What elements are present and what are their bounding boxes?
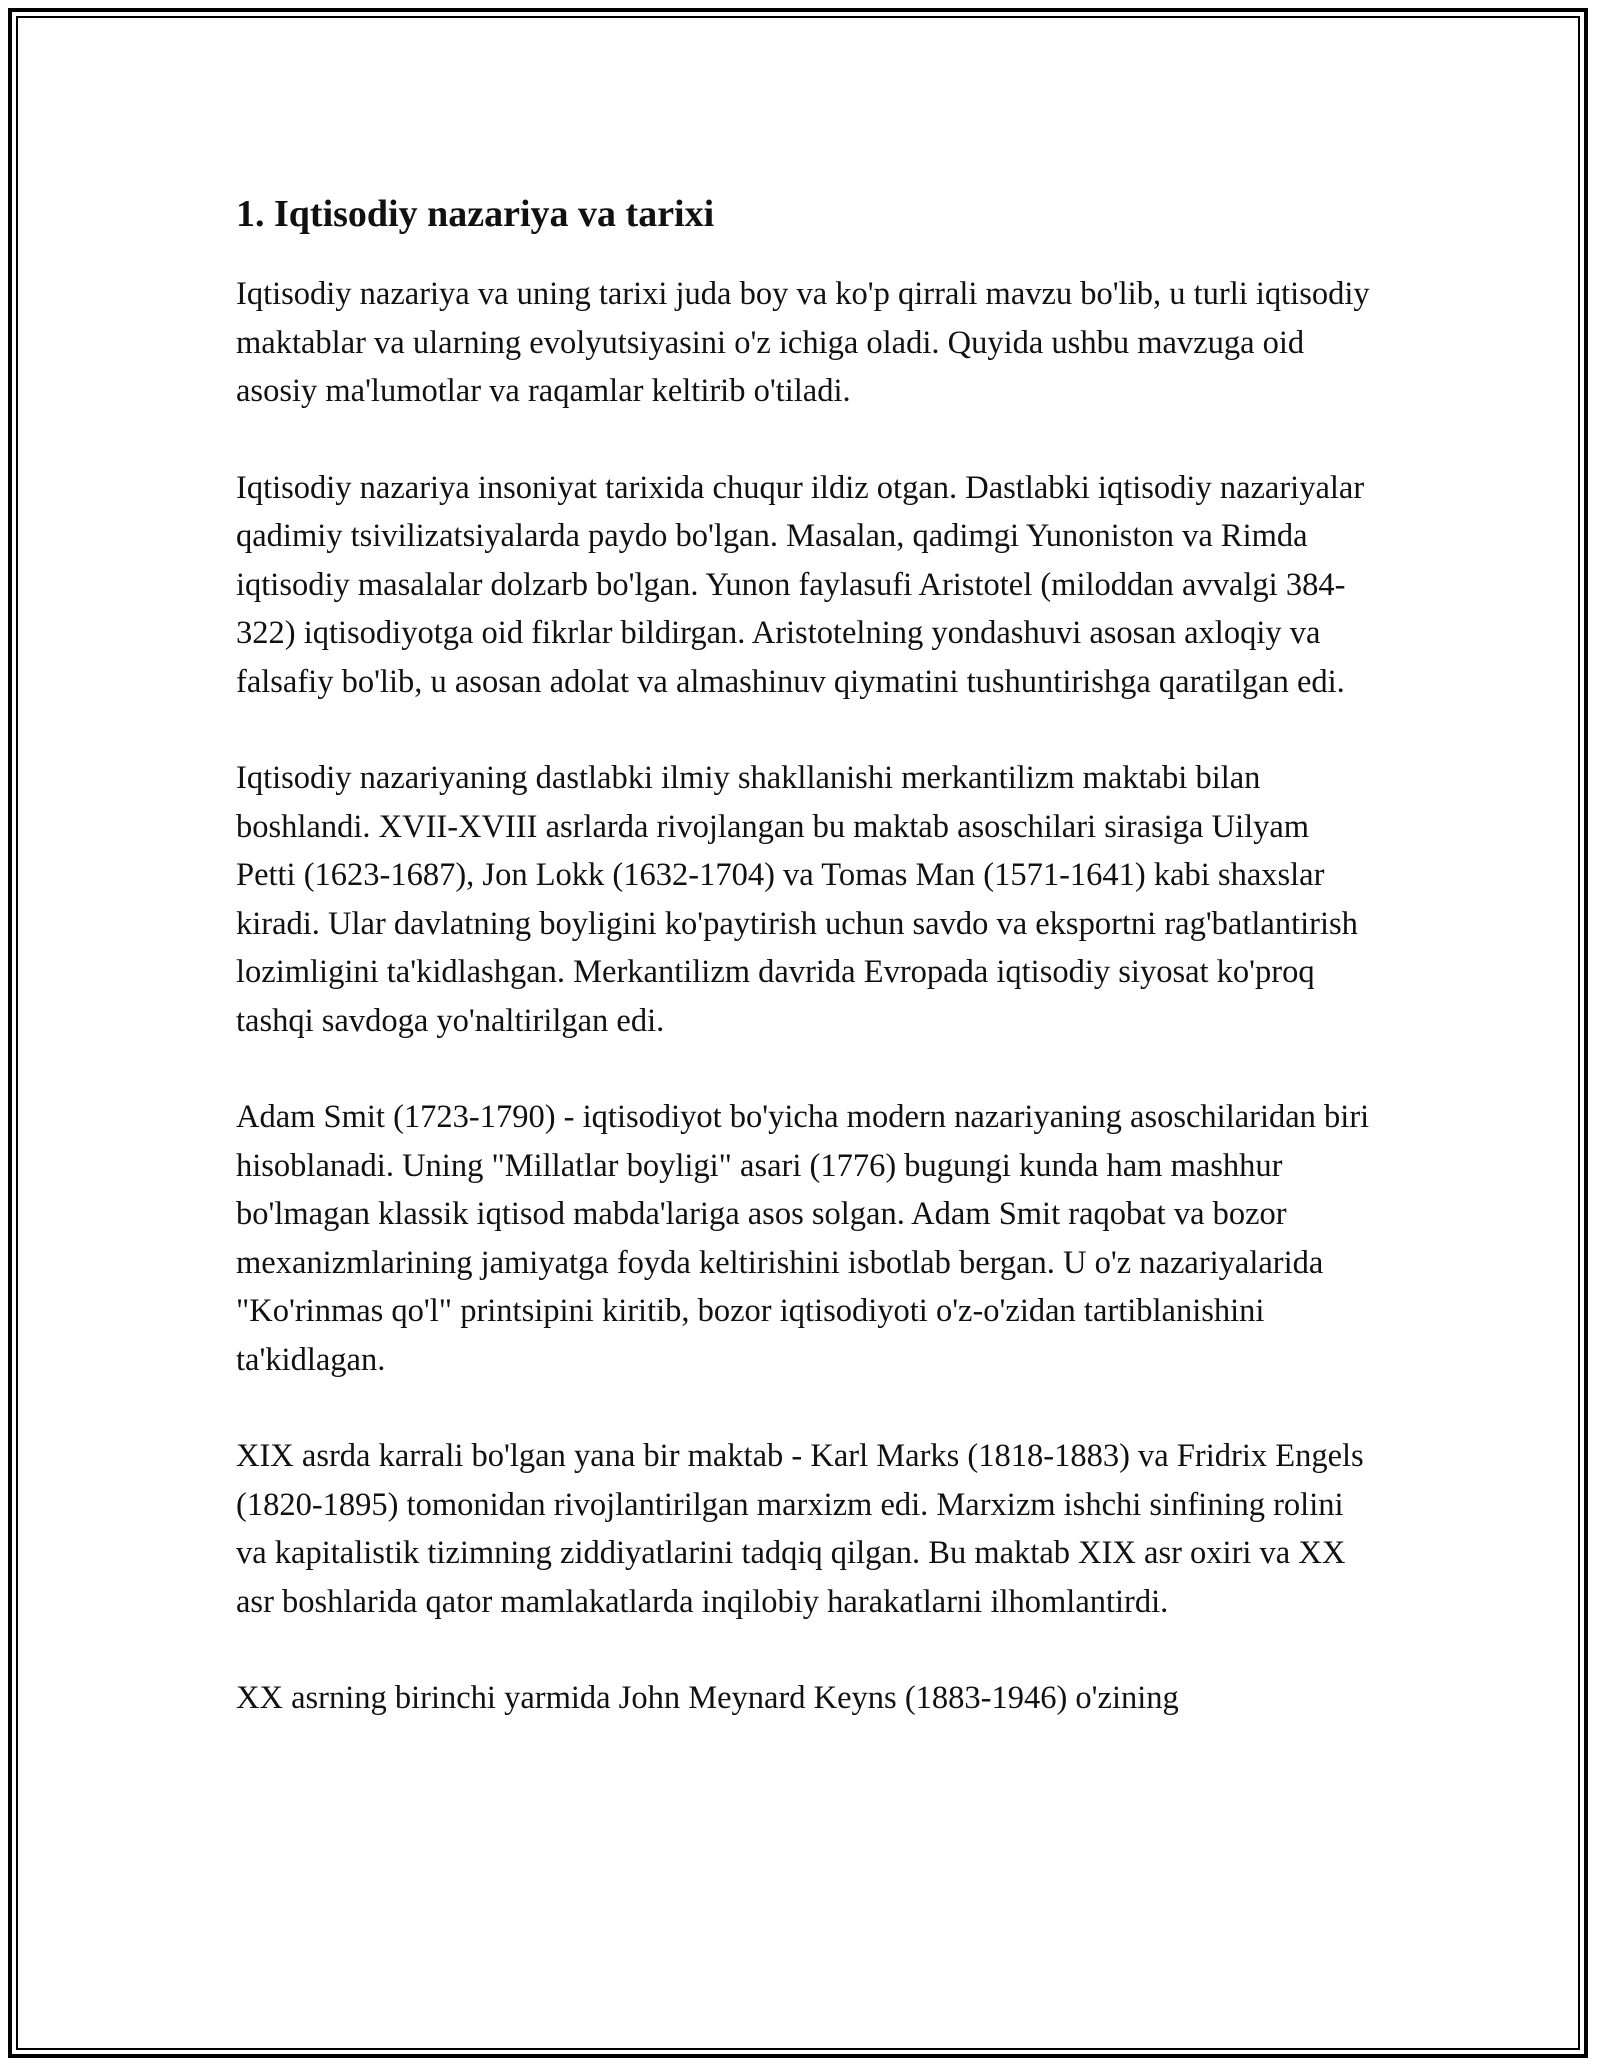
paragraph-intro: Iqtisodiy nazariya va uning tarixi juda boy va ko'p qirrali mavzu bo'lib, u turli iqtisodiy maktablar va ularning evolyutsiyasini o'z ichiga oladi. Quyida ushbu mavzuga oid asosiy ma'lumotlar va raqamlar keltirib o'tiladi.	[236, 276, 1370, 409]
paragraph-adam-smith: Adam Smit (1723-1790) - iqtisodiyot bo'yicha modern nazariyaning asoschilaridan biri hisoblanadi. Uning "Millatlar boyligi" asari (1776) bugungi kunda ham mashhur bo'lmagan klassik iqtisod mabda'lariga asos solgan. Adam Smit raqobat va bozor mexanizmlarining jamiyatga foyda keltirishini isbotlab bergan. U o'z nazariyalarida "Ko'rinmas qo'l" printsipini kiritib, bozor iqtisodiyoti o'z-o'zidan tartiblanishini ta'kidlagan.	[236, 1099, 1370, 1378]
paragraph-ancient-origins: Iqtisodiy nazariya insoniyat tarixida chuqur ildiz otgan. Dastlabki iqtisodiy nazariyalar qadimiy tsivilizatsiyalarda paydo bo'lgan. Masalan, qadimgi Yunoniston va Rimda iqtisodiy masalalar dolzarb bo'lgan. Yunon faylasufi Aristotel (miloddan avvalgi 384-322) iqtisodiyotga oid fikrlar bildirgan. Aristotelning yondashuvi asosan axloqiy va falsafiy bo'lib, u asosan adolat va almashinuv qiymatini tushuntirishga qaratilgan edi.	[236, 469, 1365, 700]
paragraph-keynes: XX asrning birinchi yarmida John Meynard Keyns (1883-1946) o'zining	[236, 1680, 1179, 1716]
document-body	[236, 188, 1376, 1771]
section-heading: 1. Iqtisodiy nazariya va tarixi	[236, 193, 715, 235]
paragraph-marxism: XIX asrda karrali bo'lgan yana bir maktab - Karl Marks (1818-1883) va Fridrix Engels (1820-1895) tomonidan rivojlantirilgan marxizm edi. Marxizm ishchi sinfining rolini va kapitalistik tizimning ziddiyatlarini tadqiq qilgan. Bu maktab XIX asr oxiri va XX asr boshlarida qator mamlakatlarda inqilobiy harakatlarni ilhomlantirdi.	[236, 1438, 1364, 1620]
paragraph-mercantilism: Iqtisodiy nazariyaning dastlabki ilmiy shakllanishi merkantilizm maktabi bilan boshlandi. XVII-XVIII asrlarda rivojlangan bu maktab asoschilari sirasiga Uilyam Petti (1623-1687), Jon Lokk (1632-1704) va Tomas Man (1571-1641) kabi shaxslar kiradi. Ular davlatning boyligini ko'paytirish uchun savdo va eksportni rag'batlantirish lozimligini ta'kidlashgan. Merkantilizm davrida Evropada iqtisodiy siyosat ko'proq tashqi savdoga yo'naltirilgan edi.	[236, 760, 1358, 1039]
